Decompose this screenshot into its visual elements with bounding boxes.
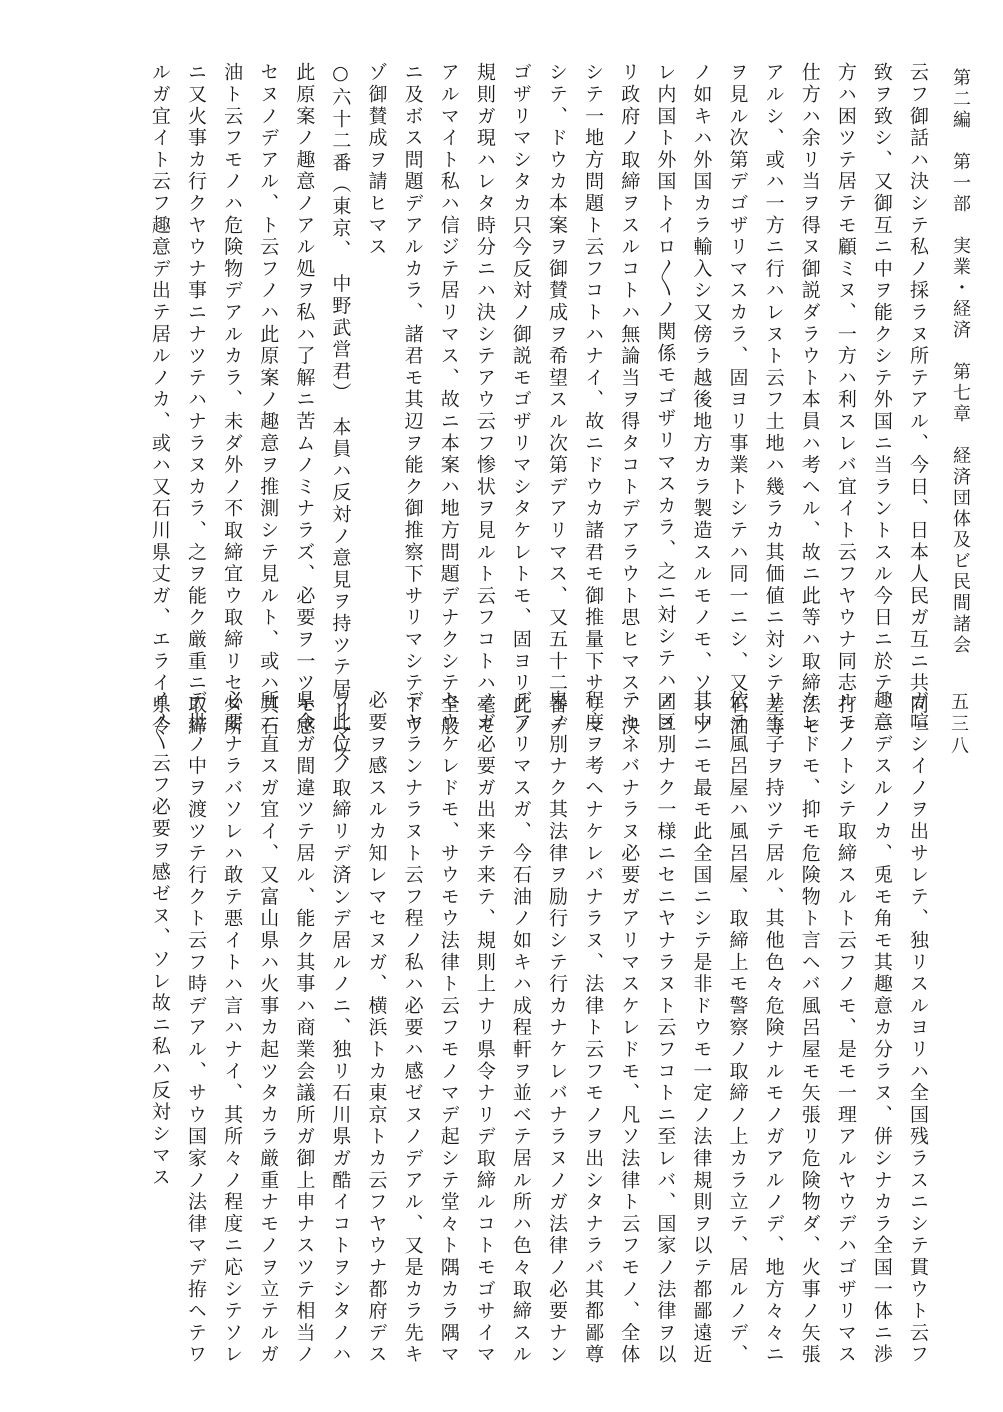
text-column: ゴザリマシタカ只今反対ノ御説モゴザリマシタケレトモ、固ヨリ此ノ — [509, 62, 532, 738]
text-column: ニ及ボス問題デアルカラ、諸君モ其辺ヲ能ク御推察下サリマシテドウ — [401, 62, 424, 738]
text-column: アルマイト私ハ信ジテ居リマス、故ニ本案ハ地方問題デナクシテ全般 — [437, 62, 460, 738]
text-column: ケレドモ、抑モ危険物ト言ヘバ風呂屋モ矢張リ危険物ダ、火事ノ矢張 — [798, 690, 821, 1366]
running-head: 第二編 第一部 実業・経済 第七章 経済団体及ビ民間諸会 — [950, 68, 971, 656]
text-column: ルガ宜イト云フ趣意デ出テ居ルノカ、或ハ又石川県丈ガ、エライ県令 — [148, 62, 171, 738]
text-column: 致ヲ致シ、又御互ニ中ヲ能クシテ外国ニ当ラントスル今日ニ於テ、一 — [870, 62, 893, 738]
text-column: 必要ナラバソレハ敢テ悪イトハ言ハナイ、其所々ノ程度ニ応シテソレ — [221, 690, 244, 1366]
text-column: 規則ガ現ハレタ時分ニハ決シテアウ云フ惨状ヲ見ルト云フコトハ毫モ — [473, 62, 496, 738]
text-column: シテ、ドウカ本案ヲ御賛成ヲ希望スル次第デアリマス、又五十二番デ — [546, 62, 568, 738]
text-column: ノ区別ナク一様ニセニヤナラヌト云フコトニ至レバ、国家ノ法律ヲ以 — [654, 690, 677, 1366]
text-column: 卑ノ別ナク其法律ヲ励行シテ行カナケレバナラヌノガ法律ノ必要ナン — [546, 690, 568, 1366]
text-column: レ内国ト外国トイロ〳〵ノ関係モゴザリマスカラ、之ニ対シテハ固ヨ — [654, 62, 677, 735]
text-column: 程度ヲ考ヘナケレバナラヌ、法律ト云フモノヲ出シタナラバ其都鄙尊 — [582, 690, 605, 1366]
text-column: ノ如キハ外国カラ輸入シ又傍ラ越後地方カラ製造スルモノモ、ソレソ — [690, 62, 713, 738]
page-number: 五三八 — [948, 692, 969, 758]
text-column: イ〳〵云フ必要ヲ感ゼヌ、ソレ故ニ私ハ反対シマス — [148, 690, 171, 1189]
text-column: テセネバナラヌ必要ガアリマスケレドモ、凡ソ法律ト云フモノ、全体 — [618, 690, 641, 1366]
text-column: デヤランナラヌト云フ程ノ私ハ必要ハ感ゼヌノデアル、又是カラ先キ — [401, 690, 424, 1366]
text-column: 所ニ直スガ宜イ、又富山県ハ火事カ起ツタカラ厳重ナモノヲ立テルガ — [257, 690, 280, 1366]
text-column: 此原案ノ趣意ノアル処ヲ私ハ了解ニ苦ムノミナラズ、必要ヲ一ツモ感 — [293, 62, 316, 738]
text-column: 方ハ困ツテ居テモ顧ミヌ、一方ハ利スレバ宜イト云フヤウナ同志打ノ — [834, 62, 857, 738]
text-column: 依テ風呂屋ハ風呂屋、取締上モ警察ノ取締ノ上カラ立テ、居ルノデ、 — [726, 690, 749, 1366]
text-column: アルシ、或ハ一方ニ行ハレヌト云フ土地ハ幾ラカ其価値ニ対シテ差等 — [762, 62, 785, 738]
text-column: デアリマスガ、今石油ノ如キハ成程軒ヲ並ベテ居ル所ハ色々取締スル — [509, 690, 532, 1366]
text-column: シテ一地方問題ト云フコトハナイ、故ニドウカ諸君モ御推量下サリマ — [582, 62, 605, 738]
text-column: ラ此位ノ取締リデ済ンデ居ルノニ、独リ石川県ガ酷イコトヲシタノハ — [329, 690, 352, 1366]
text-column: セウケレドモ、サウモウ法律ト云フモノマデ起シテ堂々ト隅カラ隅マ — [437, 690, 460, 1366]
text-column: ○六十二番（東京、 中野武営君） 本員ハ反対ノ意見ヲ持ツテ居リマス — [329, 62, 352, 766]
text-column: 仕方ハ余リ当ヲ得ヌ御説ダラウト本員ハ考ヘル、故ニ此等ハ取締法モ — [798, 62, 821, 738]
text-column: ガ喧シイノヲ出サレテ、独リスルヨリハ全国残ラスニシテ貫ウト云フ — [907, 690, 929, 1366]
text-column: リ玉子ヲ持ツテ居ル、其他色々危険ナルモノガアルノデ、地方々々ニ — [762, 690, 785, 1366]
text-column: ヲ見ル次第デゴザリマスカラ、固ヨリ事業トシテハ同一ニシ、又石油 — [726, 62, 749, 738]
text-column: ゾ御賛成ヲ請ヒマス — [365, 62, 388, 259]
text-column: ルモノトシテ取締スルト云フノモ、是モ一理アルヤウデハゴザリマス — [834, 690, 857, 1366]
text-column: リ政府ノ取締ヲスルコトハ無論当ヲ得タコトデアラウト思ヒマス、決 — [618, 62, 641, 738]
text-column: 必要ヲ感スルカ知レマセヌガ、横浜トカ東京トカ云フヤウナ都府デス — [365, 690, 388, 1366]
text-column: 油ト云フモノハ危険物デアルカラ、未ダ外ノ不取締宜ウ取締リセヌ所 — [221, 62, 244, 738]
text-column: 其中ニモ最モ此全国ニシテ是非ドウモ一定ノ法律規則ヲ以テ都鄙遠近 — [690, 690, 713, 1366]
text-column: 県令ガ間違ツテ居ル、能ク其事ハ商業会議所ガ御上申ナスツテ相当ノ — [293, 690, 316, 1366]
text-column: デ世ノ中ヲ渡ツテ行クト云フ時デアル、サウ国家ノ法律マデ拵ヘテワ — [185, 690, 207, 1366]
text-column: ニ又火事カ行クヤウナ事ニナツテハナラヌカラ、之ヲ能ク厳重ニ取締 — [185, 62, 207, 738]
text-column: セヌノデアル、ト云フノハ此原案ノ趣意ヲ推測シテ見ルト、或ハ其石 — [257, 62, 280, 738]
text-column: 趣意デスルノカ、兎モ角モ其趣意カ分ラヌ、併シナカラ全国一体ニ渉 — [870, 690, 893, 1366]
text-column: 云フ御話ハ決シテ私ノ採ラヌ所テアル、今日、日本人民ガ互ニ共同一 — [907, 62, 929, 738]
text-column: ノガ必要ガ出来テ来テ、規則上ナリ県令ナリデ取締ルコトモゴサイマ — [473, 690, 496, 1366]
